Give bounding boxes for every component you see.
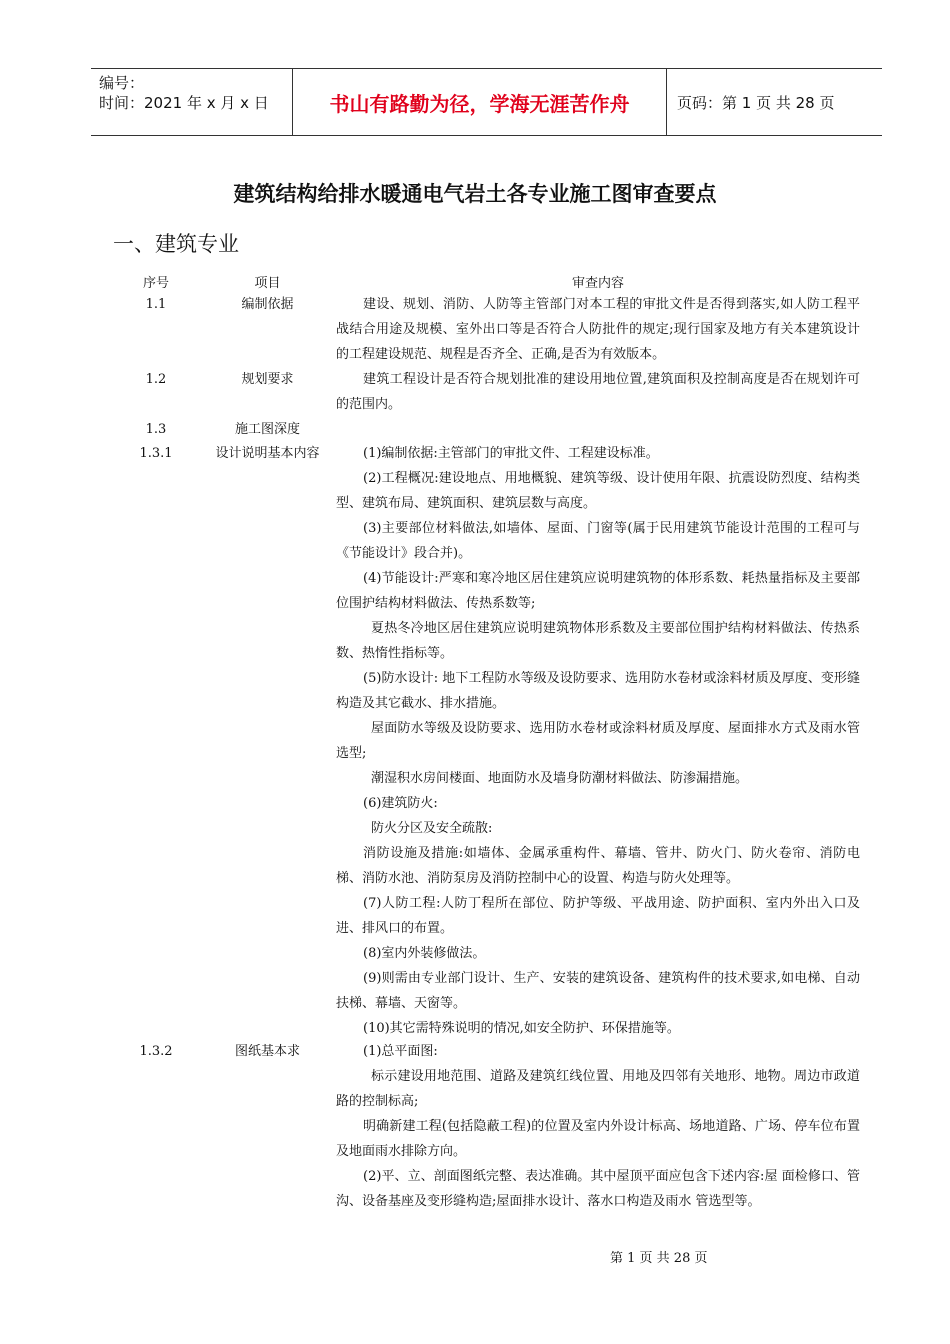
content-paragraph: (2)工程概况:建设地点、用地概貌、建筑等级、设计使用年限、抗震设防烈度、结构类型、建筑布局、建筑面积、建筑层数与高度。 <box>336 471 860 511</box>
row-item: 图纸基本求 <box>234 1044 300 1059</box>
column-header-content: 审查内容 <box>571 276 624 291</box>
row-item: 规划要求 <box>241 372 294 387</box>
content-paragraph: 防火分区及安全疏散: <box>371 821 493 836</box>
document-time-label: 时间：2021 年 x 月 x 日 <box>99 94 269 112</box>
header-page-info: 页码：第 1 页 共 28 页 <box>677 93 835 112</box>
row-content <box>336 1039 860 1214</box>
row-content <box>336 367 860 417</box>
row-number: 1.3 <box>145 422 167 437</box>
row-content <box>336 292 860 367</box>
content-paragraph: (5)防水设计: 地下工程防水等级及设防要求、选用防水卷材或涂料材质及厚度、变形缝构造及其它截水、排水措施。 <box>336 671 860 711</box>
row-item: 施工图深度 <box>234 422 300 437</box>
content-paragraph: (6)建筑防火: <box>363 796 438 811</box>
content-paragraph: 夏热冬冷地区居住建筑应说明建筑物体形系数及主要部位围护结构材料做法、传热系数、热惰性指标等。 <box>336 621 860 661</box>
row-item: 设计说明基本内容 <box>215 446 320 461</box>
content-paragraph: 建筑工程设计是否符合规划批准的建设用地位置,建筑面积及控制高度是否在规划许可的范围内。 <box>336 372 860 412</box>
section-heading: 一、建筑专业 <box>113 232 239 256</box>
content-paragraph: 潮湿积水房间楼面、地面防水及墙身防潮材料做法、防渗漏措施。 <box>371 771 749 786</box>
document-title: 建筑结构给排水暖通电气岩土各专业施工图审查要点 <box>233 182 717 206</box>
content-paragraph: (4)节能设计:严寒和寒冷地区居住建筑应说明建筑物的体形系数、耗热量指标及主要部位围护结构材料做法、传热系数等; <box>336 571 860 611</box>
content-paragraph: (3)主要部位材料做法,如墙体、屋面、门窗等(属于民用建筑节能设计范围的工程可与《节能设计》段合并)。 <box>336 521 860 561</box>
header-motto: 书山有路勤为径，学海无涯苦作舟 <box>293 69 667 135</box>
row-number: 1.3.1 <box>139 446 173 461</box>
content-paragraph: 屋面防水等级及设防要求、选用防水卷材或涂料材质及厚度、屋面排水方式及雨水管选型; <box>336 721 860 761</box>
row-number: 1.1 <box>145 297 167 312</box>
content-paragraph: (2)平、立、剖面图纸完整、表达准确。其中屋顶平面应包含下述内容:屋 面检修口、管沟、设备基座及变形缝构造;屋面排水设计、落水口构造及雨水 管选型等。 <box>336 1169 860 1209</box>
content-paragraph: 消防设施及措施:如墙体、金属承重构件、幕墙、管井、防火门、防火卷帘、消防电梯、消防水池、消防泵房及消防控制中心的设置、构造与防火处理等。 <box>336 846 860 886</box>
content-paragraph: (9)则需由专业部门设计、生产、安装的建筑设备、建筑构件的技术要求,如电梯、自动扶梯、幕墙、天窗等。 <box>336 971 860 1011</box>
content-paragraph: 明确新建工程(包括隐蔽工程)的位置及室内外设计标高、场地道路、广场、停车位布置及地面雨水排除方向。 <box>336 1119 860 1159</box>
row-item: 编制依据 <box>241 297 294 312</box>
column-header-item: 项目 <box>254 276 281 291</box>
row-content <box>336 441 860 1041</box>
content-paragraph: (10)其它需特殊说明的情况,如安全防护、环保措施等。 <box>363 1021 680 1036</box>
page-header <box>91 68 882 136</box>
content-paragraph: 建设、规划、消防、人防等主管部门对本工程的审批文件是否得到落实,如人防工程平战结合用途及规模、室外出口等是否符合人防批件的规定;现行国家及地方有关本建筑设计的工程建设规范、规程是否齐全、正确,是否为有效版本。 <box>336 297 860 362</box>
content-paragraph: (8)室内外装修做法。 <box>363 946 486 961</box>
row-number: 1.3.2 <box>139 1044 173 1059</box>
row-number: 1.2 <box>145 372 167 387</box>
content-paragraph: (1)总平面图: <box>363 1044 438 1059</box>
content-paragraph: 标示建设用地范围、道路及建筑红线位置、用地及四邻有关地形、地物。周边市政道路的控制标高; <box>336 1069 860 1109</box>
document-number-label: 编号： <box>99 74 145 92</box>
column-header-no: 序号 <box>142 276 169 291</box>
content-paragraph: (1)编制依据:主管部门的审批文件、工程建设标准。 <box>363 446 659 461</box>
header-meta <box>91 69 293 135</box>
content-paragraph: (7)人防工程:人防丁程所在部位、防护等级、平战用途、防护面积、室内外出入口及进、排风口的布置。 <box>336 896 860 936</box>
page-footer: 第 1 页 共 28 页 <box>610 1251 708 1266</box>
